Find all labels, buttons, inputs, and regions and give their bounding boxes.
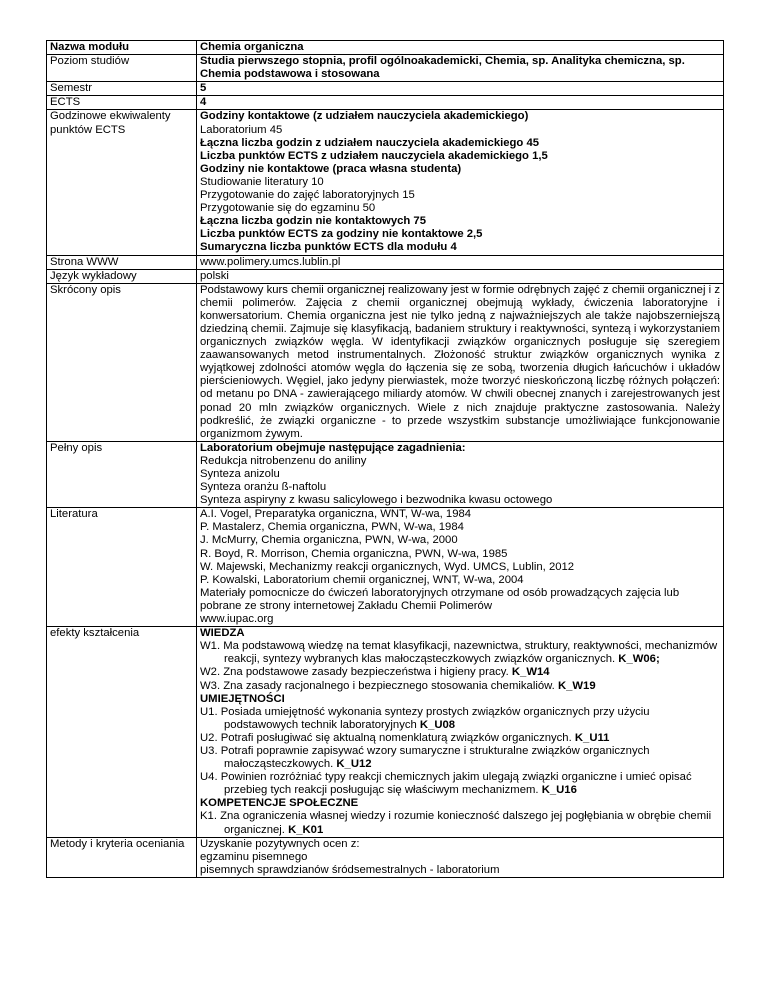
row-skrocony: [47, 283, 724, 441]
godziny-line: Godziny nie kontaktowe (praca własna studenta): [200, 162, 462, 175]
pelny-line: Redukcja nitrobenzenu do aniliny: [200, 454, 367, 467]
value-metody: [197, 837, 724, 877]
efekt-u1: [200, 706, 720, 732]
row-metody: [47, 837, 724, 877]
label-pelny: Pełny opis: [47, 441, 197, 507]
literatura-item: W. Majewski, Mechanizmy reakcji organicznych, Wyd. UMCS, Lublin, 2012: [200, 560, 575, 573]
row-www: [47, 255, 724, 269]
metody-line: Uzyskanie pozytywnych ocen z:: [200, 837, 360, 850]
literatura-item: Materiały pomocnicze do ćwiczeń laboratoryjnych otrzymane od osób prowadzących zajęcia lub pobrane ze strony internetowej Zakładu Chemii Polimerów: [200, 586, 680, 612]
godziny-line: Przygotowanie do zajęć laboratoryjnych 15: [200, 189, 415, 202]
godziny-line: Godziny kontaktowe (z udziałem nauczyciela akademickiego): [200, 110, 529, 123]
literatura-item: R. Boyd, R. Morrison, Chemia organiczna, PWN, W-wa, 1985: [200, 547, 508, 560]
row-nazwa: [47, 41, 724, 55]
label-godziny: Godzinowe ekwiwalenty punktów ECTS: [47, 110, 197, 255]
value-literatura: [197, 508, 724, 627]
pelny-line: Synteza anizolu: [200, 468, 280, 480]
value-jezyk: polski: [197, 269, 724, 283]
efekt-u3: [200, 745, 720, 771]
efekt-code: K_K01: [288, 823, 324, 836]
value-godziny: [197, 110, 724, 255]
godziny-line: Liczba punktów ECTS za godziny nie kontaktowe 2,5: [200, 228, 483, 241]
value-efekty: [197, 627, 724, 838]
label-skrocony: Skrócony opis: [47, 283, 197, 441]
metody-line: pisemnych sprawdzianów śródsemestralnych - laboratorium: [200, 863, 500, 876]
label-metody: Metody i kryteria oceniania: [47, 837, 197, 877]
efekt-text: W1. Ma podstawową wiedzę na temat klasyfikacji, nazewnictwa, struktury, reaktywności, mechanizmów reakcji, syntezy wybranych klas małocząsteczkowych związków organicznych.: [200, 640, 718, 666]
godziny-line: Przygotowanie się do egzaminu 50: [200, 202, 376, 215]
row-efekty: [47, 627, 724, 838]
pelny-line: Laboratorium obejmuje następujące zagadnienia:: [200, 441, 466, 454]
efekt-text: U4. Powinien rozróżniać typy reakcji chemicznych jakim ulegają związki organiczne i umieć opisać przebieg tych reakcji posługując się właściwym mechanizmem.: [200, 771, 692, 797]
efekt-u2: [200, 732, 720, 745]
efekt-code: K_W19: [557, 679, 596, 692]
label-efekty: efekty kształcenia: [47, 627, 197, 838]
literatura-item: P. Mastalerz, Chemia organiczna, PWN, W-wa, 1984: [200, 521, 464, 534]
literatura-item: www.iupac.org: [200, 613, 274, 626]
label-nazwa: Nazwa modułu: [47, 41, 197, 55]
pelny-line: Synteza aspiryny z kwasu salicylowego i bezwodnika kwasu octowego: [200, 494, 553, 507]
label-www: Strona WWW: [47, 255, 197, 269]
literatura-item: P. Kowalski, Laboratorium chemii organicznej, WNT, W-wa, 2004: [200, 573, 524, 586]
godziny-line: Studiowanie literatury 10: [200, 175, 324, 188]
row-literatura: [47, 508, 724, 627]
umiejetnosci-heading: UMIEJĘTNOŚCI: [200, 692, 285, 705]
efekt-text: U3. Potrafi poprawnie zapisywać wzory sumaryczne i strukturalne związków organicznych małocząsteczkowych.: [200, 744, 650, 771]
label-semestr: Semestr: [47, 82, 197, 96]
kompetencje-heading: KOMPETENCJE SPOŁECZNE: [200, 797, 359, 810]
efekt-code: K_U12: [336, 758, 372, 771]
value-ects: 4: [197, 96, 724, 110]
row-ects: [47, 96, 724, 110]
godziny-line: Łączna liczba godzin nie kontaktowych 75: [200, 215, 426, 228]
efekt-text: W3. Zna zasady racjonalnego i bezpiecznego stosowania chemikaliów.: [200, 679, 555, 692]
row-poziom: [47, 55, 724, 82]
pelny-line: Synteza oranżu ß-naftolu: [200, 481, 327, 494]
efekt-code: K_W14: [511, 666, 550, 679]
wiedza-heading: WIEDZA: [200, 627, 245, 640]
efekt-w1: [200, 640, 720, 666]
label-jezyk: Język wykładowy: [47, 269, 197, 283]
row-pelny: [47, 441, 724, 507]
value-poziom: Studia pierwszego stopnia, profil ogólnoakademicki, Chemia, sp. Analityka chemiczna, sp. Chemia podstawowa i stosowana: [197, 55, 724, 82]
efekt-w2: [200, 666, 720, 679]
value-www: www.polimery.umcs.lublin.pl: [197, 255, 724, 269]
label-literatura: Literatura: [47, 508, 197, 627]
efekt-code: K_U11: [574, 731, 610, 744]
efekt-code: K_W06;: [618, 653, 660, 666]
efekt-w3: [200, 680, 720, 693]
godziny-line: Łączna liczba godzin z udziałem nauczyciela akademickiego 45: [200, 136, 540, 149]
row-jezyk: [47, 269, 724, 283]
godziny-line: Sumaryczna liczba punktów ECTS dla modułu 4: [200, 241, 457, 254]
module-table: [46, 40, 724, 878]
row-semestr: [47, 82, 724, 96]
literatura-item: A.I. Vogel, Preparatyka organiczna, WNT, W-wa, 1984: [200, 508, 472, 521]
efekt-text: U1. Posiada umiejętność wykonania syntezy prostych związków organicznych przy użyciu podstawowych technik laboratoryjnych: [200, 705, 650, 731]
efekt-code: K_U16: [541, 784, 577, 797]
godziny-line: Liczba punktów ECTS z udziałem nauczyciela akademickiego 1,5: [200, 149, 548, 162]
value-nazwa: Chemia organiczna: [197, 41, 724, 55]
value-pelny: [197, 441, 724, 507]
value-skrocony: Podstawowy kurs chemii organicznej realizowany jest w formie odrębnych zajęć z chemii organicznej i z chemii polimerów. Zajęcia z chemii organicznej obejmują wykłady, ćwiczenia laboratoryjne i konwersatorium. Chemia organiczna jest nie tylko jedną z najważniejszych ale także najobszerniejszą dziedziną chemii. Zajmuje się klasyfikacją, badaniem struktury i reaktywności, syntezą i wykorzystaniem organicznych związków węgla. W identyfikacji związków organicznych posługuje się szeregiem zaawansowanych metod instrumentalnych. Złożoność struktur związków organicznych wynika z wyjątkowej zdolności atomów węgla do łączenia się ze sobą, tworzenia długich łańcuchów i układów pierścieniowych. Węgiel, jako jedyny pierwiastek, może tworzyć nieskończoną liczbę różnych połączeń: od metanu po DNA - zawierającego miliardy atomów. W chwili obecnej znanych i zarejestrowanych jest ponad 20 mln związków organicznych. Wiele z nich znajduje praktyczne zastosowania. Należy podkreślić, że związki organiczne - to przede wszystkim substancje umożliwiające funkcjonowanie organizmom żywym.: [197, 283, 724, 441]
efekt-code: K_U08: [419, 718, 456, 731]
row-godziny: [47, 110, 724, 255]
efekt-k1: [200, 810, 720, 836]
literatura-item: J. McMurry, Chemia organiczna, PWN, W-wa, 2000: [200, 534, 458, 547]
efekt-text: U2. Potrafi posługiwać się aktualną nomenklaturą związków organicznych.: [200, 731, 572, 744]
efekt-u4: [200, 771, 720, 797]
godziny-line: Laboratorium 45: [200, 123, 283, 136]
value-semestr: 5: [197, 82, 724, 96]
efekt-text: K1. Zna ograniczenia własnej wiedzy i rozumie konieczność dalszego jej pogłębiania w obrębie chemii organicznej.: [200, 810, 712, 836]
label-poziom: Poziom studiów: [47, 55, 197, 82]
metody-line: egzaminu pisemnego: [200, 850, 308, 863]
label-ects: ECTS: [47, 96, 197, 110]
efekt-text: W2. Zna podstawowe zasady bezpieczeństwa i higieny pracy.: [200, 666, 509, 679]
